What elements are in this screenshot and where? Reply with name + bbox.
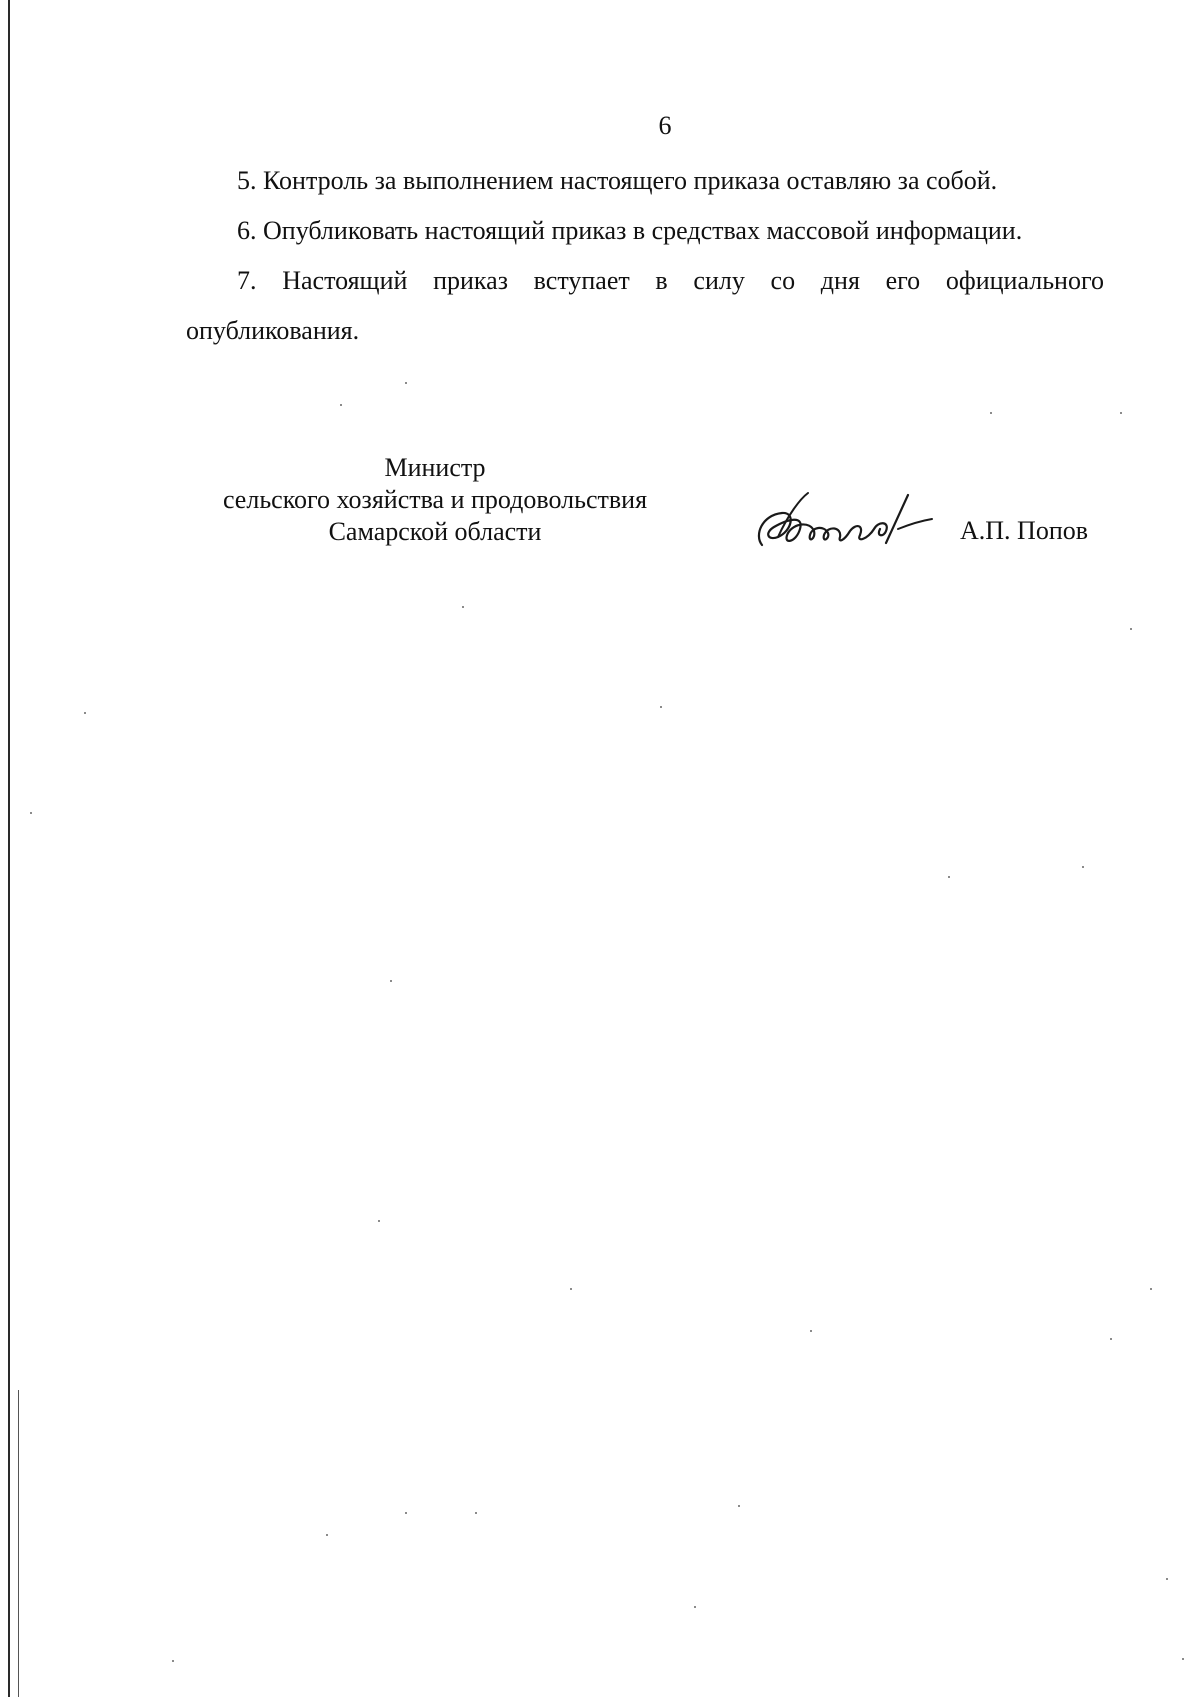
scan-speck	[462, 606, 464, 608]
scan-speck	[1110, 1338, 1112, 1340]
scan-speck	[326, 1534, 328, 1536]
position-title: Министр	[384, 453, 486, 482]
scan-speck	[948, 876, 950, 878]
scan-speck	[1166, 1578, 1168, 1580]
handwritten-signature	[748, 485, 938, 557]
scan-speck	[340, 404, 342, 406]
position-ministry: сельского хозяйства и продовольствия	[222, 485, 648, 514]
signatory-position	[180, 452, 690, 548]
scan-speck	[1082, 866, 1084, 868]
scan-speck	[570, 1288, 572, 1290]
scan-speck	[30, 812, 32, 814]
scan-speck	[390, 980, 392, 982]
clause-7: 7. Настоящий приказ вступает в силу со дня его официального опубликования.	[186, 266, 1104, 345]
scan-speck	[84, 712, 86, 714]
scan-speck	[1130, 628, 1132, 630]
clause-5: 5. Контроль за выполнением настоящего приказа оставляю за собой.	[237, 166, 998, 195]
scan-speck	[1120, 412, 1122, 414]
scan-speck	[660, 706, 662, 708]
binding-edge-line-secondary	[18, 1390, 19, 1697]
scan-speck	[1182, 1658, 1184, 1660]
binding-edge-line	[8, 0, 10, 1697]
scan-speck	[405, 382, 407, 384]
scan-speck	[990, 412, 992, 414]
position-region: Самарской области	[328, 517, 542, 546]
scan-speck	[810, 1330, 812, 1332]
scan-speck	[738, 1505, 740, 1507]
order-clauses	[186, 156, 1104, 356]
signer-name: А.П. Попов	[960, 516, 1089, 545]
scan-speck	[378, 1220, 380, 1222]
page-number: 6	[658, 111, 672, 140]
scan-speck	[405, 1512, 407, 1514]
clause-6: 6. Опубликовать настоящий приказ в средствах массовой информации.	[237, 216, 1023, 245]
scan-speck	[1150, 1288, 1152, 1290]
scan-speck	[694, 1606, 696, 1608]
scan-speck	[475, 1512, 477, 1514]
scan-speck	[172, 1660, 174, 1662]
